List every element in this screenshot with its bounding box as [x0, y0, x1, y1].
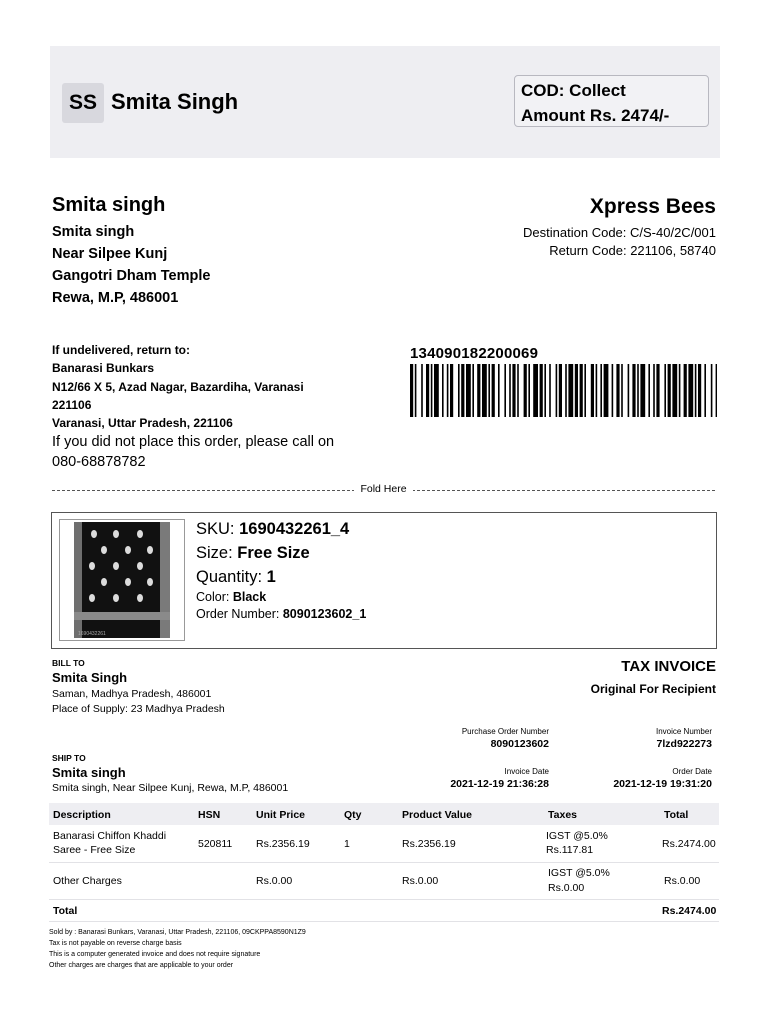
color-value: Black	[232, 590, 267, 604]
barcode-bar	[509, 364, 511, 417]
barcode-bar	[421, 364, 423, 417]
barcode-bar	[544, 364, 546, 417]
customer-line: Gangotri Dham Temple	[52, 268, 211, 284]
size-value: Free Size	[237, 544, 310, 562]
sku-label: SKU:	[196, 520, 235, 538]
row1-tax-rate: IGST @5.0%	[546, 830, 608, 842]
barcode-bar	[704, 364, 706, 417]
tax-invoice-subtitle: Original For Recipient	[590, 682, 716, 696]
cod-line-2: Amount Rs. 2474/-	[521, 106, 670, 125]
barcode-bar	[711, 364, 713, 417]
return-line: 221106	[52, 398, 92, 412]
footer-note: Tax is not payable on reverse charge basis	[49, 940, 182, 947]
barcode-bar	[684, 364, 687, 417]
return-line: N12/66 X 5, Azad Nagar, Bazardiha, Varanasi	[52, 380, 304, 394]
row-divider	[49, 899, 719, 900]
barcode-bar	[482, 364, 487, 417]
barcode-bar	[492, 364, 495, 417]
barcode-bar	[612, 364, 614, 417]
ship-to-address: Smita singh, Near Silpee Kunj, Rewa, M.P, 486001	[52, 782, 289, 794]
fold-label: Fold Here	[354, 483, 412, 495]
col-hsn: HSN	[198, 809, 221, 821]
call-line-2: 080-68878782	[52, 454, 146, 470]
barcode-bar	[434, 364, 439, 417]
col-product-value: Product Value	[402, 809, 473, 821]
sku-row	[196, 520, 349, 539]
image-caption: 1690432261	[78, 631, 106, 637]
bill-to-address: Saman, Madhya Pradesh, 486001	[52, 688, 212, 700]
barcode-bar	[472, 364, 474, 417]
row2-desc: Other Charges	[53, 875, 122, 887]
barcode-bar	[512, 364, 515, 417]
barcode-bar	[517, 364, 519, 417]
barcode-bar	[672, 364, 677, 417]
return-heading: If undelivered, return to:	[52, 343, 191, 357]
col-total: Total	[664, 809, 689, 821]
barcode-bar	[716, 364, 717, 417]
barcode-bar	[528, 364, 530, 417]
sku-value: 1690432261_4	[239, 520, 350, 538]
barcode-bar	[466, 364, 471, 417]
barcode-bar	[415, 364, 417, 417]
barcode-bar	[410, 364, 413, 417]
barcode-bar	[450, 364, 453, 417]
row1-qty: 1	[344, 838, 350, 850]
destination-code: Destination Code: C/S-40/2C/001	[523, 225, 716, 240]
order-row	[196, 607, 366, 621]
barcode-bar	[540, 364, 543, 417]
product-image	[59, 519, 185, 641]
order-date-label: Order Date	[672, 767, 712, 776]
barcode-bar	[604, 364, 609, 417]
barcode-bar	[442, 364, 444, 417]
barcode-bar	[556, 364, 558, 417]
row2-product-value: Rs.0.00	[402, 875, 439, 887]
courier-name: Xpress Bees	[589, 195, 716, 218]
row1-unit-price: Rs.2356.19	[256, 838, 310, 850]
barcode-bar	[549, 364, 551, 417]
barcode-bar	[591, 364, 594, 417]
table-header-row	[49, 803, 719, 825]
total-label: Total	[53, 905, 78, 917]
footer-note: This is a computer generated invoice and does not require signature	[49, 951, 261, 958]
barcode-bar	[596, 364, 598, 417]
barcode-bar	[688, 364, 693, 417]
barcode-bar	[580, 364, 583, 417]
barcode-bar	[628, 364, 630, 417]
invoice-date-label: Invoice Date	[504, 767, 549, 776]
po-value: 8090123602	[490, 738, 549, 750]
barcode-bar	[568, 364, 573, 417]
row1-tax-amount: Rs.117.81	[546, 844, 594, 856]
barcode-image	[410, 364, 717, 417]
tax-invoice-title: TAX INVOICE	[621, 658, 716, 675]
color-row	[196, 590, 266, 604]
call-line-1: If you did not place this order, please call on	[52, 434, 335, 450]
color-label: Color:	[196, 590, 230, 604]
ship-to-name: Smita singh	[52, 765, 126, 780]
qty-value: 1	[266, 568, 276, 586]
barcode-bar	[656, 364, 659, 417]
bill-to-name: Smita Singh	[52, 670, 128, 685]
footer-sold-by: Sold by : Banarasi Bunkars, Varanasi, Uttar Pradesh, 221106, 09CKPPA8590N1Z9	[49, 929, 306, 936]
barcode-bar	[653, 364, 655, 417]
row1-product-value: Rs.2356.19	[402, 838, 456, 850]
barcode-bar	[477, 364, 480, 417]
return-line: Banarasi Bunkars	[52, 361, 155, 375]
order-label: Order Number:	[196, 607, 280, 621]
row2-tax-amount: Rs.0.00	[548, 882, 585, 894]
barcode-bar	[695, 364, 697, 417]
invoice-number-value: 7lzd922273	[656, 738, 712, 750]
col-unit-price: Unit Price	[256, 809, 306, 821]
barcode-bar	[458, 364, 460, 417]
barcode-bar	[447, 364, 449, 417]
cod-line-1: COD: Collect	[521, 81, 626, 100]
grand-total: Rs.2474.00	[662, 905, 717, 917]
barcode-bar	[640, 364, 645, 417]
barcode-bar	[461, 364, 464, 417]
customer-line: Smita singh	[52, 224, 135, 240]
customer-line: Rewa, M.P, 486001	[52, 290, 179, 306]
order-value: 8090123602_1	[282, 607, 367, 621]
barcode-bar	[524, 364, 527, 417]
ship-to-caption: SHIP TO	[52, 753, 86, 763]
size-label: Size:	[196, 544, 233, 562]
customer-title: Smita singh	[52, 194, 166, 216]
col-description: Description	[53, 809, 111, 821]
barcode-bar	[637, 364, 639, 417]
footer-note: Other charges are charges that are applicable to your order	[49, 962, 234, 969]
barcode-bar	[498, 364, 500, 417]
barcode-bar	[648, 364, 650, 417]
customer-line: Near Silpee Kunj	[52, 246, 168, 262]
barcode-bar	[504, 364, 506, 417]
barcode-bar	[621, 364, 623, 417]
barcode-bar	[533, 364, 538, 417]
row1-desc-2: Saree - Free Size	[53, 844, 136, 856]
barcode-bar	[584, 364, 586, 417]
qty-label: Quantity:	[196, 568, 263, 586]
saree-image	[60, 520, 184, 640]
fold-line	[52, 483, 715, 497]
size-row	[196, 544, 310, 563]
place-of-supply: Place of Supply: 23 Madhya Pradesh	[52, 703, 225, 715]
row1-hsn: 520811	[198, 838, 233, 850]
row2-tax-rate: IGST @5.0%	[548, 867, 610, 879]
invoice-number-label: Invoice Number	[655, 727, 712, 736]
col-qty: Qty	[344, 809, 362, 821]
seller-avatar: SS	[62, 83, 104, 123]
cod-box	[514, 75, 709, 127]
barcode-bar	[668, 364, 671, 417]
po-label: Purchase Order Number	[461, 727, 549, 736]
row1-total: Rs.2474.00	[662, 838, 716, 850]
invoice-date-value: 2021-12-19 21:36:28	[450, 778, 549, 790]
row-divider	[49, 921, 719, 922]
barcode-bar	[431, 364, 433, 417]
barcode-bar	[426, 364, 429, 417]
barcode-bar	[664, 364, 666, 417]
order-date-value: 2021-12-19 19:31:20	[613, 778, 712, 790]
barcode-bar	[632, 364, 635, 417]
seller-name: Smita Singh	[111, 89, 239, 114]
qty-row	[196, 568, 276, 587]
barcode-bar	[600, 364, 602, 417]
bill-to-caption: BILL TO	[52, 658, 85, 668]
barcode-bar	[488, 364, 490, 417]
barcode-bar	[616, 364, 619, 417]
row2-total: Rs.0.00	[664, 875, 701, 887]
barcode-bar	[559, 364, 562, 417]
barcode-bar	[698, 364, 701, 417]
row-divider	[49, 862, 719, 863]
col-taxes: Taxes	[548, 809, 577, 821]
barcode-bar	[679, 364, 681, 417]
return-line: Varanasi, Uttar Pradesh, 221106	[52, 416, 233, 430]
row2-unit-price: Rs.0.00	[256, 875, 293, 887]
awb-number: 134090182200069	[410, 345, 539, 362]
row1-desc-1: Banarasi Chiffon Khaddi	[53, 830, 167, 842]
barcode-bar	[565, 364, 567, 417]
return-code: Return Code: 221106, 58740	[549, 243, 716, 258]
barcode-bar	[575, 364, 578, 417]
